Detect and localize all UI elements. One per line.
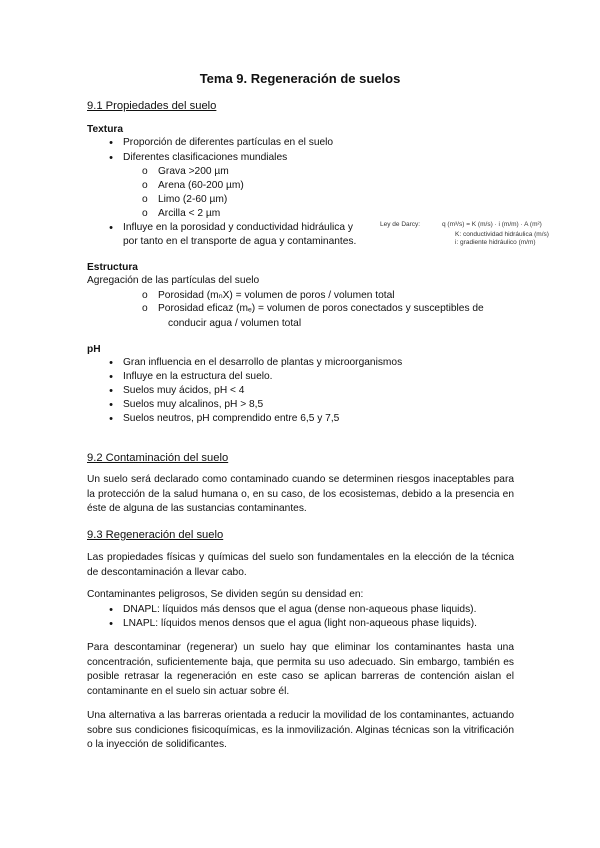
darcy-i-definition: i: gradiente hidráulico (m/m) — [455, 239, 536, 246]
textura-label: Textura — [87, 124, 124, 135]
darcy-k-definition: K: conductividad hidráulica (m/s) — [455, 231, 549, 238]
bullet-icon: • — [109, 357, 113, 369]
estructura-intro: Agregación de las partículas del suelo — [87, 275, 260, 286]
bullet-icon: • — [109, 385, 113, 397]
bullet-icon: • — [109, 604, 113, 616]
classification-item: Arena (60-200 µm) — [158, 180, 244, 191]
classification-item: Arcilla < 2 µm — [158, 208, 221, 219]
estructura-item-2-line-2: conducir agua / volumen total — [168, 318, 302, 329]
darcy-formula: q (m³/s) = K (m/s) · i (m/m) · A (m²) — [442, 221, 542, 228]
bullet-icon: • — [109, 413, 113, 425]
section-heading-9-3: 9.3 Regeneración del suelo — [87, 529, 224, 541]
ph-label: pH — [87, 344, 101, 355]
bullet-icon: • — [109, 618, 113, 630]
section-heading-9-1: 9.1 Propiedades del suelo — [87, 100, 217, 112]
textura-item-3-line-2: por tanto en el transporte de agua y contaminantes. — [123, 236, 357, 247]
lnapl-item: LNAPL: líquidos menos densos que el agua (light non-aqueous phase liquids). — [123, 618, 477, 629]
regeneracion-paragraph-3: Para descontaminar (regenerar) un suelo hay que eliminar los contaminantes hasta una concentración, suficientemente baja, que permita su uso adecuado. Sin embargo, también es posible retrasar la regeneración en este caso se aplican barreras de contención aislan el contaminante en el suelo sin actuar sobre él. — [87, 642, 514, 697]
bullet-icon: • — [109, 137, 113, 149]
estructura-item-2-line-1: Porosidad eficaz (mₑ) = volumen de poros conectados y susceptibles de — [158, 303, 484, 314]
sub-bullet-icon: o — [142, 303, 148, 314]
regeneracion-paragraph-4: Una alternativa a las barreras orientada a reducir la movilidad de los contaminantes, actuando sobre sus condiciones fisicoquímicas, es la inmovilización. Alginas técnicas son la vitrificación o la inyección de solidificantes. — [87, 710, 514, 750]
estructura-item-1: Porosidad (mₙX) = volumen de poros / volumen total — [158, 290, 395, 301]
ph-item: Suelos neutros, pH comprendido entre 6,5 y 7,5 — [123, 413, 340, 424]
section-heading-9-2: 9.2 Contaminación del suelo — [87, 452, 229, 464]
contaminacion-paragraph: Un suelo será declarado como contaminado cuando se determinen riesgos inaceptables para la protección de la salud humana o, en su caso, de los ecosistemas, debido a la presencia en éste de alguna de las sustancias contaminantes. — [87, 474, 514, 514]
bullet-icon: • — [109, 152, 113, 164]
textura-item-2: Diferentes clasificaciones mundiales — [123, 152, 288, 163]
classification-item: Grava >200 µm — [158, 166, 229, 177]
page-title: Tema 9. Regeneración de suelos — [199, 71, 401, 86]
bullet-icon: • — [109, 371, 113, 383]
bullet-icon: • — [109, 222, 113, 234]
bullet-icon: • — [109, 399, 113, 411]
sub-bullet-icon: o — [142, 194, 148, 205]
contaminantes-intro: Contaminantes peligrosos, Se dividen según su densidad en: — [87, 589, 364, 600]
textura-item-3-line-1: Influye en la porosidad y conductividad hidráulica y — [123, 222, 353, 233]
estructura-label: Estructura — [87, 262, 138, 273]
sub-bullet-icon: o — [142, 290, 148, 301]
sub-bullet-icon: o — [142, 166, 148, 177]
ph-item: Influye en la estructura del suelo. — [123, 371, 273, 382]
darcy-label: Ley de Darcy: — [380, 221, 421, 228]
sub-bullet-icon: o — [142, 208, 148, 219]
ph-item: Gran influencia en el desarrollo de plantas y microorganismos — [123, 357, 403, 368]
classification-item: Limo (2-60 µm) — [158, 194, 228, 205]
regeneracion-paragraph-1: Las propiedades físicas y químicas del suelo son fundamentales en la elección de la técnica de descontaminación a llevar cabo. — [87, 552, 514, 578]
ph-item: Suelos muy alcalinos, pH > 8,5 — [123, 399, 264, 410]
dnapl-item: DNAPL: líquidos más densos que el agua (dense non-aqueous phase liquids). — [123, 604, 477, 615]
textura-item-1: Proporción de diferentes partículas en el suelo — [123, 137, 334, 148]
ph-item: Suelos muy ácidos, pH < 4 — [123, 385, 245, 396]
sub-bullet-icon: o — [142, 180, 148, 191]
